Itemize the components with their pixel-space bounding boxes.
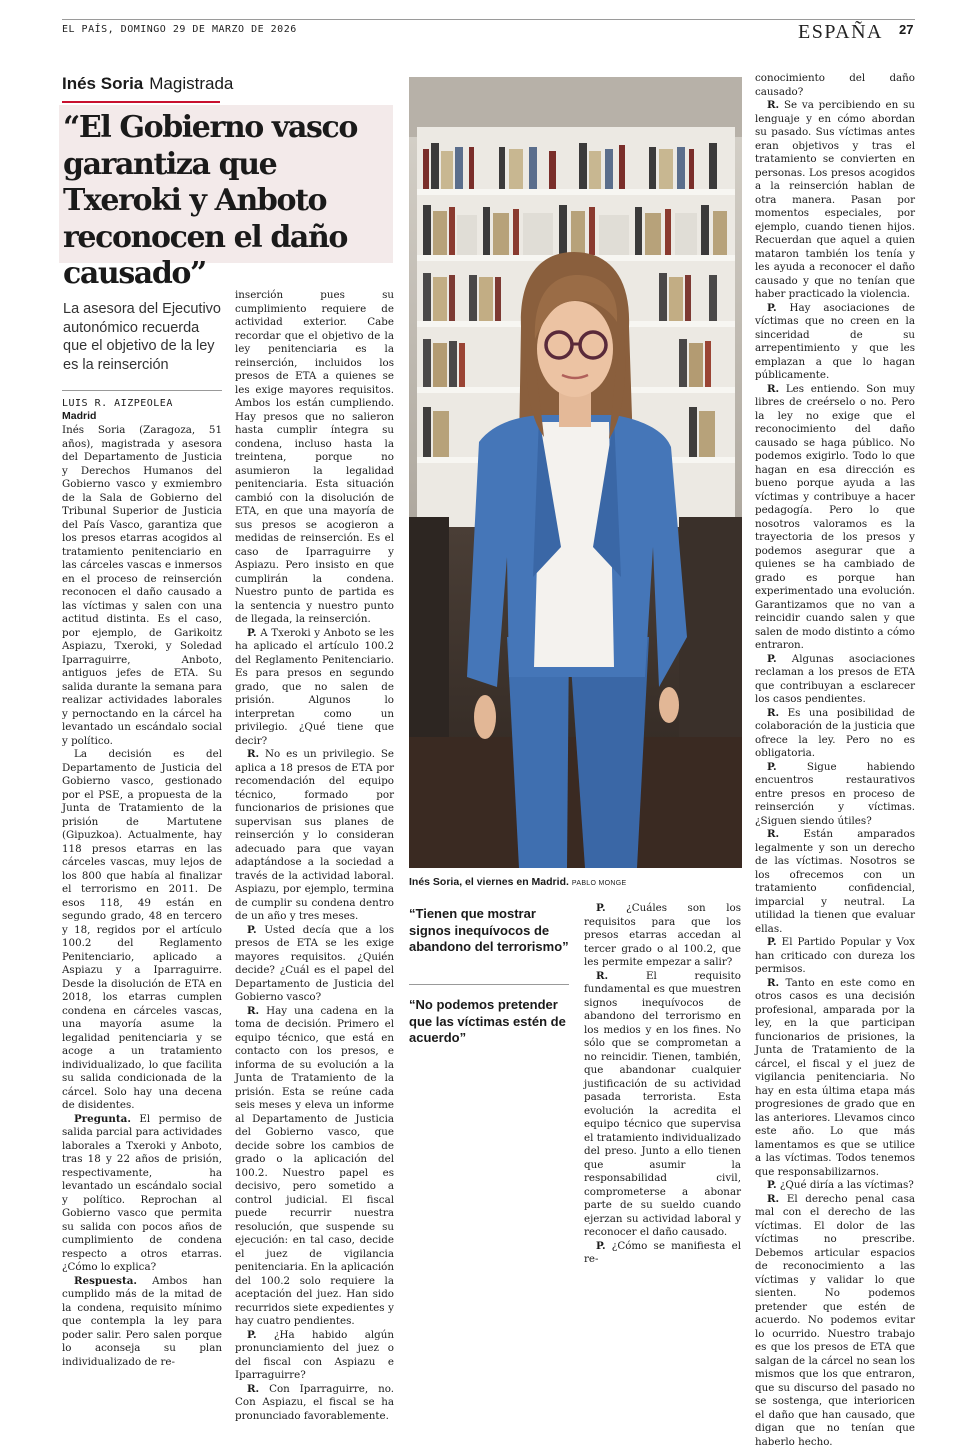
answer-paragraph: R. Con Iparraguirre, no. Con Aspiazu, el fiscal se ha pronunciado favorablemente. (235, 1383, 394, 1424)
dateline-place: Madrid (62, 410, 96, 422)
body-column-2 (235, 289, 394, 1187)
question-paragraph: P. Hay asociaciones de víctimas que no creen en la sinceridad de su arrepentimiento y que les emplazan a que lo hagan públicamente. (755, 302, 915, 383)
question-paragraph: P. ¿Ha habido algún pronunciamiento del juez o del fiscal con Aspiazu e Iparraguirre? (235, 1329, 394, 1383)
paragraph: La decisión es del Departamento de Justicia del Gobierno vasco, gestionado por el PSE, a propuesta de la Junta de Tratamiento de la prisión de Martutene (Gipuzkoa). Actualmente, hay 118 presos etarras en las cárceles vascas, muy lejos de los 800 que había al finalizar el terrorismo en 2011. De esos 118, 49 están en segundo grado, 48 en tercero y 18, regidos por el artículo 100.2 del Reglamento Penitenciario, aplicado a Aspiazu y a Iparraguirre. Desde la disolución de ETA en 2018, los etarras cumplen condena en cárceles vascas, una mayoría asume la legalidad penitenciaria y se acoge a un tratamiento individualizado, lo que facilita su salida condicionada de la cárcel. Solo hay una decena de disidentes. (62, 748, 222, 1113)
question-paragraph: P. Usted decía que a los presos de ETA se les exige mayores requisitos. ¿Quién decide? ¿Cuál es el papel del Departamento de Justicia del Gobierno vasco? (235, 924, 394, 1005)
section-title: ESPAÑA (798, 21, 883, 44)
answer-paragraph: R. Es una posibilidad de colaboración de la justicia que ofrece la ley. Pero no es obligatoria. (755, 707, 915, 761)
divider (62, 390, 222, 391)
body-column-1 (62, 424, 222, 1188)
interviewee-name: Inés Soria (62, 74, 143, 93)
interviewee-role: Magistrada (149, 74, 233, 93)
subheadline: La asesora del Ejecutivo autonómico recuerda que el objetivo de la ley es la reinserción (63, 300, 226, 374)
answer-paragraph: R. El requisito fundamental es que muestren signos inequívocos de abandono del terrorismo en los medios y en los fines. No sólo que se comprometan a no reincidir. Tienen, también, que abandonar cualquier justificación de su actividad pasada terrorista. Esta evolución la acredita el equipo técnico que supervisa el tratamiento individualizado del preso. Junto a ello tienen que asumir la responsabilidad civil, comprometerse a abonar parte de su sueldo cuando ejerzan su actividad laboral y reconocer el daño causado. (584, 970, 741, 1240)
photo-credit: PABLO MONGE (572, 880, 627, 887)
portrait-illustration (409, 77, 742, 868)
question-paragraph: P. ¿Cuáles son los requisitos para que los presos etarras accedan al tercer grado o al 100.2, que les permite empezar a salir? (584, 902, 741, 970)
divider (409, 984, 569, 985)
question-paragraph: Pregunta. El permiso de salida parcial para actividades laborales a Txeroki y Anboto, tras 18 y 22 años de prisión, respectivamente, ha levantado un escándalo social y político. Reprochan al Gobierno vasco que permita su salida con pocos años de cumplimiento de condena respecto a otros etarras. ¿Cómo lo explica? (62, 1113, 222, 1275)
accent-rule (62, 101, 220, 103)
answer-paragraph: R. No es un privilegio. Se aplica a 18 presos de ETA por recomendación del equipo técnico, formado por funcionarios de prisiones que supervisan sus planes de reinserción y lo consideran adecuado para que vayan adaptándose a la sociedad a través de la actividad laboral. Aspiazu, por ejemplo, termina de cumplir su condena dentro de un año y tres meses. (235, 748, 394, 924)
body-column-4 (755, 72, 915, 1188)
newspaper-dateline: EL PAÍS, DOMINGO 29 DE MARZO DE 2026 (62, 24, 297, 35)
question-paragraph: P. A Txeroki y Anboto se les ha aplicado el artículo 100.2 del Reglamento Penitenciario. Es para presos en segundo grado, que no salen de prisión. Algunos lo interpretan como un privilegio. ¿Qué tiene que decir? (235, 627, 394, 749)
question-paragraph: P. El Partido Popular y Vox han criticado con dureza los permisos. (755, 936, 915, 977)
header-rule (62, 19, 915, 20)
answer-paragraph: R. Tanto en este como en otros casos es una decisión profesional, amparada por la ley, en la que participan funcionarios de prisiones, la Junta de Tratamiento de la cárcel, el fiscal y el juez de vigilancia penitenciaria. No hay en esta última etapa más progresiones de grado que en las anteriores. Llevamos cinco este año. Lo que más lamentamos es que se utilice a las víctimas. Todos tenemos que responsabilizarnos. (755, 977, 915, 1180)
paragraph: inserción pues su cumplimiento requiere de actividad exterior. Cabe recordar que el objetivo de la ley penitenciaria es la reinserción, incluidos los presos de ETA a quienes se les exige mayores requisitos. Ambos los están cumpliendo. Hay presos que no salieron hasta cumplir íntegra su condena, incluso hasta la treintena, porque no asumieron la legalidad penitenciaria. Esta situación cambió con la disolución de ETA, en que una mayoría de sus presos se acogieron a medidas de reinserción. Es el caso de Iparraguirre y Aspiazu. Pero insisto en que cumplirán la condena. Nuestro punto de partida es la sentencia y nuestro punto de llegada, la reinserción. (235, 289, 394, 627)
headline: “El Gobierno vasco garantiza que Txeroki y Anboto reconocen el daño causado” (63, 110, 393, 293)
pull-quote: “Tienen que mostrar signos inequívocos de abandono del terrorismo” (409, 906, 574, 956)
page-number: 27 (899, 22, 913, 37)
caption-text: Inés Soria, el viernes en Madrid. (409, 876, 569, 888)
question-paragraph: P. ¿Qué diría a las víctimas? (755, 1179, 915, 1193)
answer-paragraph: Respuesta. Ambos han cumplido más de la mitad de la condena, requisito mínimo que contempla la ley para poder salir. Pero salen porque lo aconseja su plan individualizado de re- (62, 1275, 222, 1370)
answer-paragraph: R. Están amparados legalmente y son un derecho de las víctimas. Nosotros se los ofrecemos con un tratamiento confidencial, imparcial y neutral. La utilidad la tienen que evaluar ellas. (755, 828, 915, 936)
answer-paragraph: R. El derecho penal casa mal con el derecho de las víctimas. El dolor de las víctimas no prescribe. Debemos articular espacios de reconocimiento a las víctimas y validar lo que sienten. No podemos pretender que estén de acuerdo. No podemos evitar lo ocurrido. Nuestro trabajo es que los presos de ETA que salgan de la cárcel no sean los mismos que los que entraron, que su discurso del pasado no se sostenga, que interioricen el daño que han causado, que digan que no tenían que haberlo hecho. (755, 1193, 915, 1449)
paragraph: Inés Soria (Zaragoza, 51 años), magistrada y asesora del Departamento de Justicia y Derechos Humanos del Gobierno vasco y exmiembro de la Sala de Gobierno del Tribunal Superior de Justicia del País Vasco, garantiza que los presos etarras acogidos al tratamiento penitenciario en las cárceles vascas e inmersos en el proceso de reinserción reconocen el daño causado a las víctimas y salen con una actitud distinta. Es el caso, por ejemplo, de Garikoitz Aspiazu, Txeroki, y Soledad Iparraguirre, Anboto, antiguos jefes de ETA. Su salida durante la semana para realizar actividades laborales y pernoctando en la cárcel ha levantado un escándalo social y político. (62, 424, 222, 748)
paragraph: conocimiento del daño causado? (755, 72, 915, 99)
author-name: LUIS R. AIZPEOLEA (62, 398, 173, 409)
body-column-3 (584, 902, 741, 1188)
answer-paragraph: R. Hay una cadena en la toma de decisión. Primero el equipo técnico, que está en contacto con los presos, e informa de su evolución a la Junta de Tratamiento de la prisión. Esta se reúne cada seis meses y eleva un informe al Departamento de Justicia del Gobierno vasco, que decide sobre los cambios de grado o la aplicación del 100.2. Nuestro papel es decisivo, pero sometido a control judicial. El fiscal puede recurrir nuestra resolución, que suspende su ejecución: en tal caso, decide el juez de vigilancia penitenciaria. En la aplicación del 100.2 solo requiere la aceptación del juez. Han sido recurridos siete expedientes y hay cuatro pendientes. (235, 1005, 394, 1329)
answer-paragraph: R. Les entiendo. Son muy libres de creérselo o no. Pero la ley no exige que el reconocimiento del daño causado se haga público. No podemos exigirlo. Todo lo que hagan en esa dirección es bueno porque ayuda a las víctimas y contribuye a hacer pedagogía. Pero lo que nosotros valoramos es la trayectoria de los presos y podemos asegurar que a quienes se ha cambiado de grado es porque han experimentado una evolución. Garantizamos que no van a reincidir cuando salen y que salen de modo distinto a cómo entraron. (755, 383, 915, 653)
answer-paragraph: R. Se va percibiendo en su lenguaje y en cómo abordan su pasado. Sus víctimas antes eran objetivos y tras el tratamiento se convierten en personas. Los presos acogidos a la reinserción hablan de otra manera. Pasan por momentos especiales, por ejemplo, cuando tienen hijos. Recuerdan que aquel a quien mataron también los tenía y les ayuda a reconocer el daño causado y que no tenían que haber practicado la violencia. (755, 99, 915, 302)
interviewee-label (62, 74, 233, 94)
question-paragraph: P. Sigue habiendo encuentros restaurativos entre presos en proceso de reinserción y víctimas. ¿Siguen siendo útiles? (755, 761, 915, 829)
photo-caption (409, 876, 626, 888)
portrait-photo (409, 77, 742, 868)
question-paragraph: P. Algunas asociaciones reclaman a los presos de ETA que contribuyan a esclarecer los casos pendientes. (755, 653, 915, 707)
question-paragraph: P. ¿Cómo se manifiesta el re- (584, 1240, 741, 1267)
pull-quote: “No podemos pretender que las víctimas estén de acuerdo” (409, 997, 574, 1047)
